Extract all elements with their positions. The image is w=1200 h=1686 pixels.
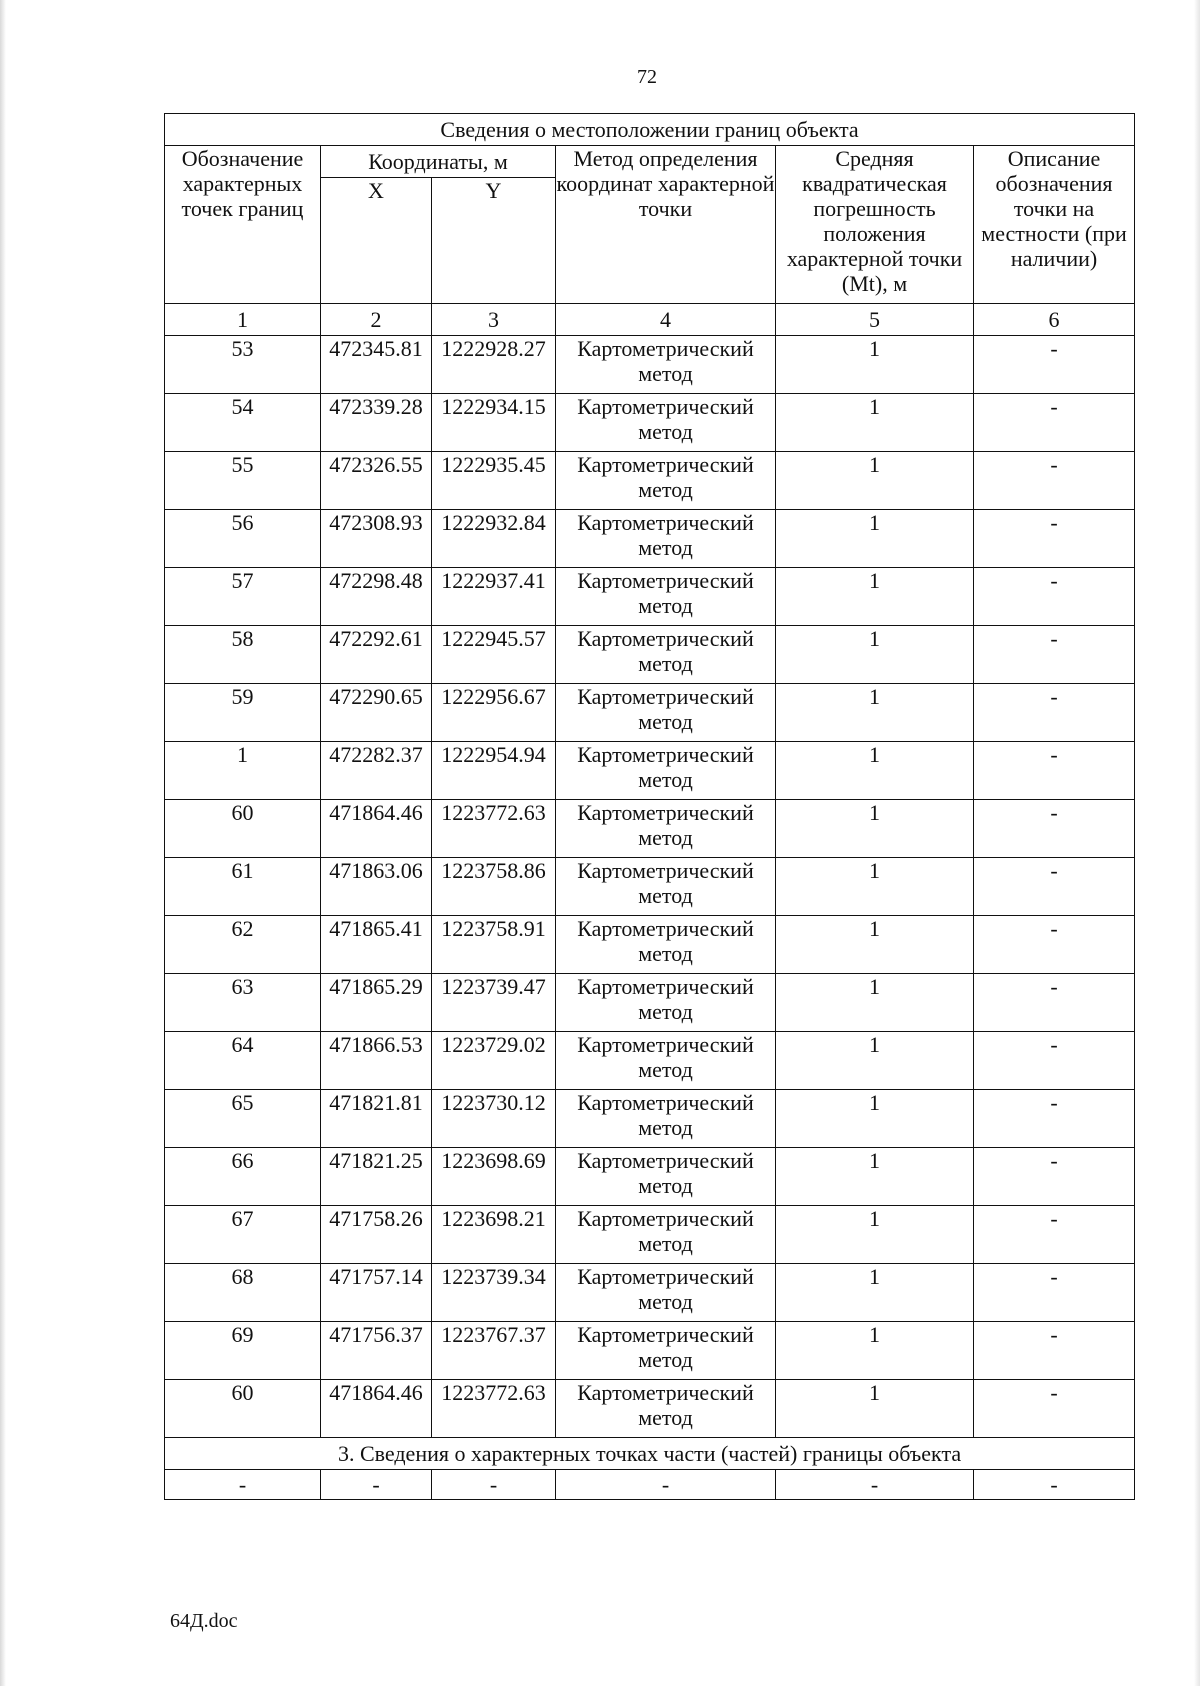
cell-method: Картометрический метод	[556, 974, 776, 1032]
cell-accuracy: 1	[776, 1264, 974, 1322]
cell-x: 471758.26	[321, 1206, 432, 1264]
column-number: 6	[974, 304, 1135, 336]
cell-point-number: 64	[165, 1032, 321, 1090]
page-number: 72	[637, 66, 657, 88]
cell-accuracy: 1	[776, 1322, 974, 1380]
cell-accuracy: 1	[776, 568, 974, 626]
cell-method: Картометрический метод	[556, 800, 776, 858]
cell-description: -	[974, 1322, 1135, 1380]
cell-point-number: 61	[165, 858, 321, 916]
cell-x: 471756.37	[321, 1322, 432, 1380]
cell-description: -	[974, 916, 1135, 974]
table-row	[165, 800, 1135, 858]
cell-accuracy: 1	[776, 510, 974, 568]
column-number: 2	[321, 304, 432, 336]
cell-y: 1223758.86	[432, 858, 556, 916]
table-row	[165, 1206, 1135, 1264]
cell-accuracy: 1	[776, 336, 974, 394]
section-empty-cell: -	[432, 1470, 556, 1500]
section-empty-cell: -	[974, 1470, 1135, 1500]
table-row	[165, 452, 1135, 510]
cell-method: Картометрический метод	[556, 1090, 776, 1148]
table-row	[165, 336, 1135, 394]
cell-description: -	[974, 394, 1135, 452]
cell-point-number: 54	[165, 394, 321, 452]
scan-right-edge	[1194, 0, 1200, 1686]
table-row	[165, 684, 1135, 742]
cell-y: 1223772.63	[432, 1380, 556, 1438]
cell-y: 1223730.12	[432, 1090, 556, 1148]
cell-accuracy: 1	[776, 974, 974, 1032]
cell-accuracy: 1	[776, 452, 974, 510]
cell-x: 471865.41	[321, 916, 432, 974]
cell-description: -	[974, 1148, 1135, 1206]
cell-x: 472339.28	[321, 394, 432, 452]
cell-description: -	[974, 1090, 1135, 1148]
cell-description: -	[974, 1264, 1135, 1322]
table-row	[165, 1148, 1135, 1206]
cell-accuracy: 1	[776, 626, 974, 684]
cell-method: Картометрический метод	[556, 452, 776, 510]
section-empty-cell: -	[556, 1470, 776, 1500]
table-row	[165, 394, 1135, 452]
cell-accuracy: 1	[776, 1206, 974, 1264]
table-row	[165, 742, 1135, 800]
cell-point-number: 58	[165, 626, 321, 684]
table-row	[165, 974, 1135, 1032]
cell-y: 1223729.02	[432, 1032, 556, 1090]
cell-accuracy: 1	[776, 1032, 974, 1090]
header-x: X	[321, 178, 432, 304]
scan-left-edge	[0, 0, 6, 1686]
header-method: Метод определения координат характерной точки	[556, 146, 776, 304]
cell-y: 1222935.45	[432, 452, 556, 510]
cell-x: 472345.81	[321, 336, 432, 394]
cell-y: 1222956.67	[432, 684, 556, 742]
cell-x: 471863.06	[321, 858, 432, 916]
cell-y: 1223739.34	[432, 1264, 556, 1322]
cell-point-number: 65	[165, 1090, 321, 1148]
cell-accuracy: 1	[776, 800, 974, 858]
table-row	[165, 858, 1135, 916]
cell-point-number: 59	[165, 684, 321, 742]
cell-accuracy: 1	[776, 1148, 974, 1206]
boundary-coordinates-table	[164, 113, 1135, 1500]
cell-description: -	[974, 1032, 1135, 1090]
column-number: 5	[776, 304, 974, 336]
header-accuracy: Средняя квадратическая погрешность положения характерной точки (Mt), м	[776, 146, 974, 304]
cell-description: -	[974, 742, 1135, 800]
cell-point-number: 63	[165, 974, 321, 1032]
column-number: 4	[556, 304, 776, 336]
cell-y: 1222945.57	[432, 626, 556, 684]
cell-y: 1223758.91	[432, 916, 556, 974]
cell-accuracy: 1	[776, 394, 974, 452]
cell-x: 472282.37	[321, 742, 432, 800]
cell-description: -	[974, 452, 1135, 510]
table-row	[165, 510, 1135, 568]
cell-method: Картометрический метод	[556, 916, 776, 974]
cell-x: 471865.29	[321, 974, 432, 1032]
cell-point-number: 69	[165, 1322, 321, 1380]
table-row	[165, 1322, 1135, 1380]
column-number: 1	[165, 304, 321, 336]
header-description: Описание обозначения точки на местности (при наличии)	[974, 146, 1135, 304]
cell-x: 471866.53	[321, 1032, 432, 1090]
cell-point-number: 60	[165, 1380, 321, 1438]
header-y: Y	[432, 178, 556, 304]
cell-description: -	[974, 800, 1135, 858]
table-row	[165, 1032, 1135, 1090]
cell-x: 471864.46	[321, 1380, 432, 1438]
cell-method: Картометрический метод	[556, 510, 776, 568]
cell-description: -	[974, 1380, 1135, 1438]
table-row	[165, 1264, 1135, 1322]
header-point-designation: Обозначение характерных точек границ	[165, 146, 321, 304]
cell-y: 1223698.21	[432, 1206, 556, 1264]
cell-point-number: 60	[165, 800, 321, 858]
cell-accuracy: 1	[776, 858, 974, 916]
cell-description: -	[974, 568, 1135, 626]
cell-y: 1222932.84	[432, 510, 556, 568]
cell-description: -	[974, 336, 1135, 394]
cell-point-number: 53	[165, 336, 321, 394]
cell-point-number: 56	[165, 510, 321, 568]
cell-x: 471757.14	[321, 1264, 432, 1322]
table-row	[165, 568, 1135, 626]
cell-method: Картометрический метод	[556, 1032, 776, 1090]
cell-y: 1223767.37	[432, 1322, 556, 1380]
cell-method: Картометрический метод	[556, 1206, 776, 1264]
cell-point-number: 62	[165, 916, 321, 974]
cell-y: 1222934.15	[432, 394, 556, 452]
column-number: 3	[432, 304, 556, 336]
cell-method: Картометрический метод	[556, 336, 776, 394]
table-title-row	[165, 114, 1135, 146]
cell-x: 472292.61	[321, 626, 432, 684]
cell-point-number: 66	[165, 1148, 321, 1206]
cell-x: 471821.81	[321, 1090, 432, 1148]
cell-method: Картометрический метод	[556, 742, 776, 800]
cell-accuracy: 1	[776, 742, 974, 800]
cell-description: -	[974, 974, 1135, 1032]
cell-y: 1223772.63	[432, 800, 556, 858]
cell-method: Картометрический метод	[556, 858, 776, 916]
footer-filename: 64Д.doc	[170, 1610, 238, 1632]
section-empty-row	[165, 1470, 1135, 1500]
cell-y: 1223698.69	[432, 1148, 556, 1206]
cell-description: -	[974, 1206, 1135, 1264]
cell-x: 471821.25	[321, 1148, 432, 1206]
cell-y: 1222937.41	[432, 568, 556, 626]
table-row	[165, 1090, 1135, 1148]
column-numbers-row	[165, 304, 1135, 336]
cell-x: 472308.93	[321, 510, 432, 568]
header-row	[165, 146, 1135, 178]
cell-method: Картометрический метод	[556, 394, 776, 452]
cell-y: 1223739.47	[432, 974, 556, 1032]
cell-method: Картометрический метод	[556, 1380, 776, 1438]
cell-x: 472290.65	[321, 684, 432, 742]
cell-point-number: 55	[165, 452, 321, 510]
table-row	[165, 626, 1135, 684]
cell-accuracy: 1	[776, 684, 974, 742]
cell-y: 1222928.27	[432, 336, 556, 394]
section-title: 3. Сведения о характерных точках части (частей) границы объекта	[165, 1438, 1135, 1470]
cell-method: Картометрический метод	[556, 684, 776, 742]
section-empty-cell: -	[165, 1470, 321, 1500]
cell-point-number: 1	[165, 742, 321, 800]
cell-x: 471864.46	[321, 800, 432, 858]
table-row	[165, 916, 1135, 974]
cell-description: -	[974, 626, 1135, 684]
cell-point-number: 67	[165, 1206, 321, 1264]
cell-point-number: 57	[165, 568, 321, 626]
cell-x: 472326.55	[321, 452, 432, 510]
cell-description: -	[974, 510, 1135, 568]
cell-accuracy: 1	[776, 916, 974, 974]
cell-method: Картометрический метод	[556, 1264, 776, 1322]
cell-description: -	[974, 684, 1135, 742]
cell-method: Картометрический метод	[556, 626, 776, 684]
header-coordinates: Координаты, м	[321, 146, 556, 178]
cell-accuracy: 1	[776, 1380, 974, 1438]
cell-method: Картометрический метод	[556, 568, 776, 626]
cell-point-number: 68	[165, 1264, 321, 1322]
cell-method: Картометрический метод	[556, 1148, 776, 1206]
section-empty-cell: -	[776, 1470, 974, 1500]
section-empty-cell: -	[321, 1470, 432, 1500]
cell-method: Картометрический метод	[556, 1322, 776, 1380]
cell-accuracy: 1	[776, 1090, 974, 1148]
cell-description: -	[974, 858, 1135, 916]
cell-y: 1222954.94	[432, 742, 556, 800]
section-title-row	[165, 1438, 1135, 1470]
cell-x: 472298.48	[321, 568, 432, 626]
table-title: Сведения о местоположении границ объекта	[165, 114, 1135, 146]
table-row	[165, 1380, 1135, 1438]
